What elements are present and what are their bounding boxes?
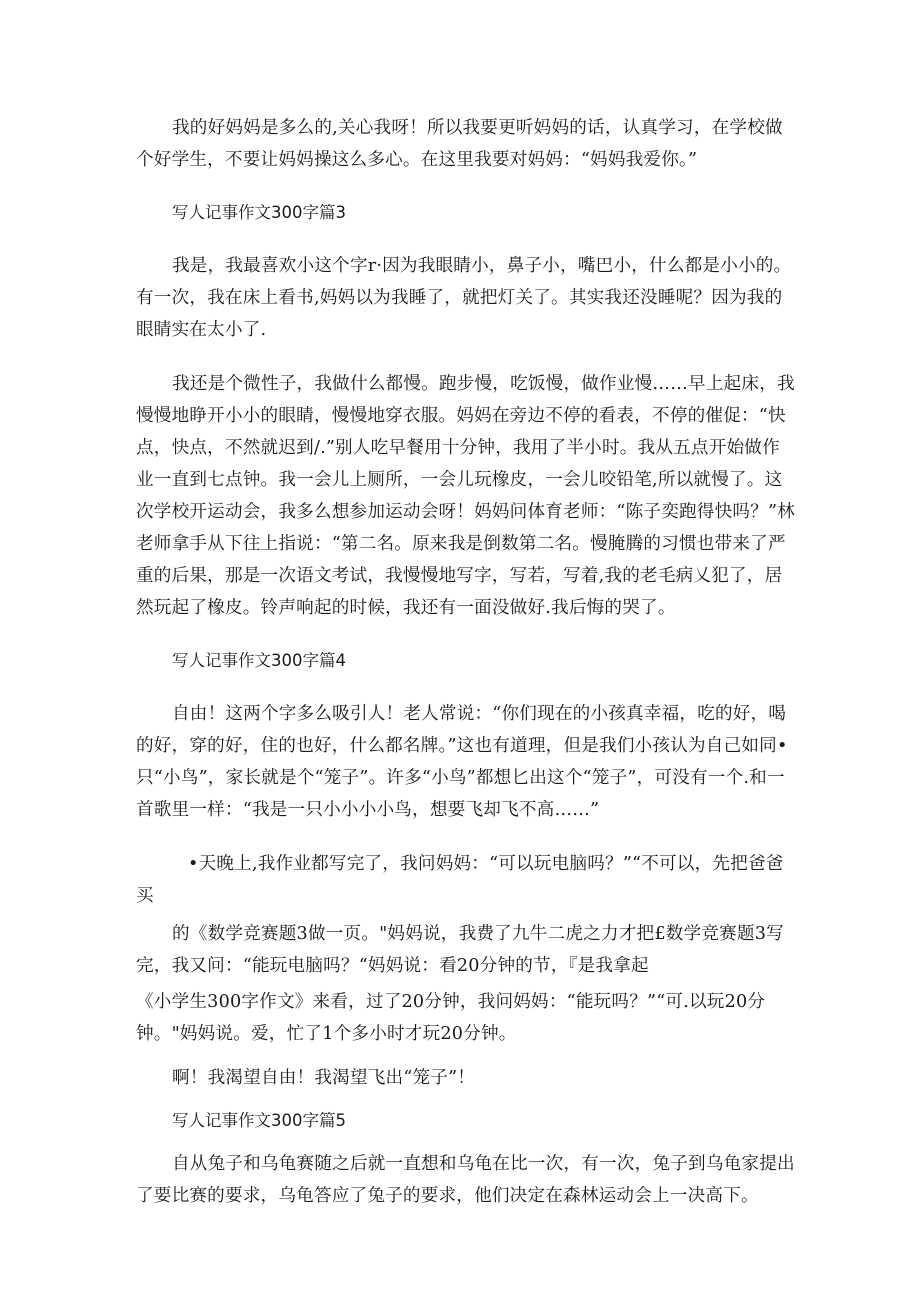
paragraph-longing-freedom: 啊！我渴望自由！我渴望飞出“笼子”！: [172, 1068, 476, 1088]
paragraph-freedom: 自由！这两个字多么吸引人！老人常说：“你们现在的小孩真幸福，吃的好，喝的好，穿的好，住的也好，什么都名牌。”这也有道理，但是我们小孩认为自己如同•只“小鸟”，家长就是个“笼子”。许多“小鸟”都想匕出这个“笼子”，可没有一个.和一首歌里一样：“我是一只小小小小鸟，想要飞却飞不高……”: [136, 704, 788, 820]
paragraph-rabbit-turtle: 自从兔子和乌龟赛随之后就一直想和乌龟在比一次，有一次，兔子到乌龟家提出了要比赛的要求，乌龟答应了兔子的要求，他们决定在森林运动会上一决高下。: [136, 1154, 795, 1206]
section-heading-4: 写人记事作文300字篇4: [172, 651, 346, 670]
paragraph-slow-temper: 我还是个微性子，我做什么都慢。跑步慢，吃饭慢，做作业慢……早上起床，我慢慢地睁开小小的眼睛，慢慢地穿衣服。妈妈在旁边不停的看表，不停的催促：“快点，快点，不然就迟到/.”别人吃早餐用十分钟，我用了半小时。我从五点开始做作业一直到七点钟。我一会儿上厕所，一会儿玩橡皮，一会儿咬铅笔,所以就慢了。这次学校开运动会，我多么想参加运动会呀！妈妈问体育老师：“陈子奕跑得快吗？”林老师拿手从下往上指说：“第二名。原来我是倒数第二名。慢腌腾的习惯也带来了严重的后果，那是一次语文考试，我慢慢地写字，写若，写着,我的老毛病乂犯了，居然玩起了橡皮。铃声响起的时候，我还有一面没做好.我后悔的哭了。: [136, 374, 795, 618]
paragraph-evening-computer: •天晚上,我作业都写完了，我问妈妈：“可以玩电脑吗？”“不可以，先把爸爸买: [136, 854, 784, 906]
paragraph-mother-love: 我的好妈妈是多么的,关心我呀！所以我要更听妈妈的话，认真学习，在学校做个好学生，不要让妈妈操这么多心。在这里我要对妈妈：“妈妈我爱你。”: [136, 118, 783, 170]
paragraph-math-contest: 的《数学竞赛题3做一页。"妈妈说，我费了九牛二虎之力才把£数学竞赛题3写完，我又问：“能玩电脑吗？“妈妈说：看20分钟的节，『是我拿起: [136, 924, 784, 976]
document-body: [136, 112, 796, 1234]
section-heading-5: 写人记事作文300字篇5: [172, 1111, 346, 1130]
paragraph-small-eyes: 我是，我最喜欢小这个字r·因为我眼睛小，鼻子小，嘴巴小，什么都是小小的。有一次，我在床上看书,妈妈以为我睡了，就把灯关了。其实我还没睡呢？因为我的眼睛实在太小了.: [136, 256, 792, 340]
section-heading-3: 写人记事作文300字篇3: [172, 203, 346, 222]
paragraph-composition-book: 《小学生300字作文》来看，过了20分钟，我问妈妈：“能玩吗？”“可.以玩20分钟。"妈妈说。爱，忙了1个多小时才玩20分钟。: [136, 992, 766, 1044]
